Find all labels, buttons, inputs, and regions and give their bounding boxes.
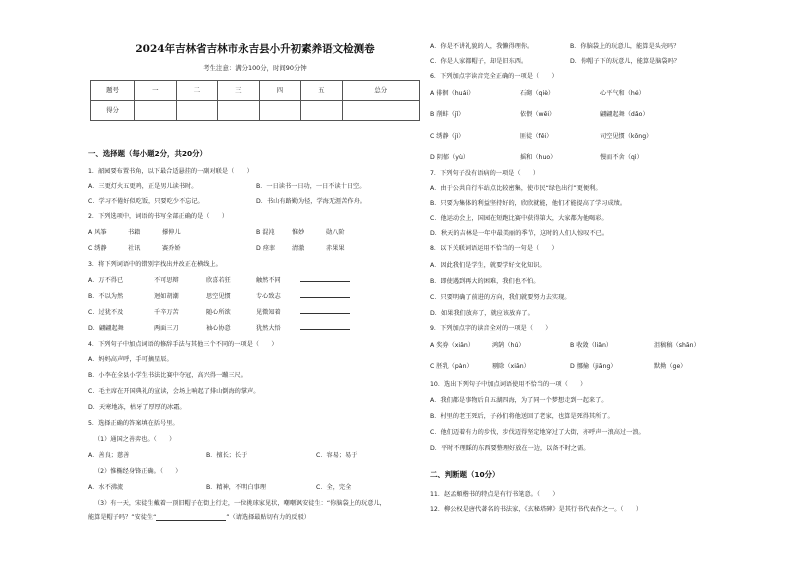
- question-stem: 4．下列句子中加点词语的修辞手法与其他三个不同的一项是（ ）: [88, 341, 278, 348]
- table-cell: 三: [218, 81, 260, 101]
- option-text: 慢而不舍（qì）: [600, 154, 643, 161]
- option-a: A．我们都是事物后自五湖四海，为了同一个梦想走到一起来了。: [430, 397, 608, 404]
- option-b: B．你脑袋上的玩意儿，能算是头壳吗？: [570, 43, 680, 50]
- option-a: A．因此我们是学生，就要学好文化知识。: [430, 262, 546, 269]
- option-text: A 风筝: [88, 229, 107, 236]
- option-text: C 绣静（jì）: [430, 133, 465, 140]
- option-d: D．你帽子下的玩意儿，能算是脑袋吗？: [570, 58, 680, 65]
- option-b: B．小李在全县小学生书法比赛中夺冠，高兴得一蹦三尺。: [88, 372, 247, 379]
- option-text: 默拗（ge）: [654, 363, 687, 370]
- word-item: 千辛万苦: [154, 309, 179, 316]
- option-text: 剔除（xiān）: [492, 363, 530, 370]
- page-title: 2024年吉林省吉林市永吉县小升初素养语文检测卷: [135, 43, 375, 55]
- table-cell: 总分: [342, 81, 419, 101]
- option-text: 司空见惯（kōng）: [600, 133, 653, 140]
- option-text: C 胚乳（pàn）: [430, 363, 473, 370]
- word-item: D．翩翩起舞: [88, 325, 124, 332]
- option-text: B 收敛（liǎn）: [570, 342, 613, 349]
- option-c: C．你是人家都帽子，却是旧东西。: [430, 58, 528, 65]
- word-item: C．过犹不及: [88, 309, 124, 316]
- option-c: C．他运动会上，国园在短跑比赛中获得第大，大家都为他喝彩。: [430, 215, 608, 222]
- option-text: A 徘徊（huái）: [430, 90, 475, 97]
- table-cell: 五: [301, 81, 343, 101]
- option-a: A．善良；慈善: [88, 452, 130, 459]
- question-stem: 2．下列选项中，词语的书写全部正确的是（ ）: [88, 213, 229, 220]
- word-item: 不可思辩: [154, 277, 179, 284]
- question-stem: 7．下列句子没有语病的一项是（ ）: [430, 170, 540, 177]
- option-b: B．精神，不明白事理: [206, 484, 266, 491]
- option-d: D．秋天的吉林是一年中最美丽的季节，这时的人们人惊叹不已。: [430, 230, 609, 237]
- answer-line[interactable]: [300, 276, 350, 282]
- option-text: 惟妙: [292, 229, 305, 236]
- option-a: A．三更灯火五更鸡，正是男儿读书时。: [88, 183, 198, 190]
- option-c: C．容易；易于: [316, 452, 358, 459]
- table-row: [91, 101, 420, 121]
- answer-line[interactable]: [300, 324, 350, 330]
- option-text: B 混沌: [256, 229, 275, 236]
- question-stem: 6．下列加点字读音完全正确的一项是（ ）: [430, 73, 558, 80]
- option-a: A．你是不讲礼貌的人，我懒得理你。: [430, 43, 534, 50]
- option-text: 社讯: [128, 245, 141, 252]
- question-stem: 11．赵孟頫楷书的特点是有行书笔意。（ ）: [430, 491, 559, 498]
- option-d: D．书山有路勤为径，学海无涯苦作舟。: [256, 198, 366, 205]
- option-b: B．即使遇到再大的困难，我们也不怕。: [430, 278, 540, 285]
- option-b: B．只要为集体的利益坚持好的，欣欣就能，他们才能提高了学习成绩。: [430, 200, 627, 207]
- option-b: B．擅长；长于: [206, 452, 248, 459]
- option-c: C．全，完全: [316, 484, 352, 491]
- exam-notice: 考生注意：满分100分，时间90分钟: [203, 64, 307, 72]
- option-b: B．一日读书一日功，一日不读十日空。: [256, 183, 366, 190]
- section-heading: 一、选择题（每小题2分，共20分）: [88, 149, 207, 158]
- option-text: 鸿鹄（hú）: [492, 342, 525, 349]
- word-item: B．不以为然: [88, 293, 124, 300]
- option-a: A．由于公共自行车站点比较密集，使市民“绿色出行”更便利。: [430, 185, 602, 192]
- option-text: 勋八阶: [326, 229, 345, 236]
- section-heading: 二、判断题（10分）: [430, 470, 500, 479]
- text-fragment: 能算是帽子吗？”安徒生“: [88, 514, 157, 521]
- word-item: 随心所欲: [206, 309, 231, 316]
- option-a: A．妈妈高声呼，手可摘星辰。: [88, 356, 173, 363]
- option-text: D 痉挛: [256, 245, 276, 252]
- option-c: C．学习不倦好似吃饭，只要吃少不忘记。: [88, 198, 204, 205]
- option-text: 石砌（qiè）: [520, 90, 555, 97]
- question-stem: 10．选出下列句子中加点词语使用不恰当的一项（ ）: [430, 381, 587, 388]
- option-text: A 奖券（xiān）: [430, 342, 475, 349]
- option-a: A．水不沸流: [88, 484, 124, 491]
- score-table: [90, 80, 420, 121]
- option-text: 翩翩起舞（dǎo）: [600, 111, 649, 118]
- table-cell: 得分: [91, 101, 135, 121]
- option-d: D．平时不理睬的东西要整理好放在一边，以备不时之需。: [430, 445, 590, 452]
- word-item: 触然不同: [256, 277, 281, 284]
- option-text: 沮稿稿（shān）: [654, 342, 700, 349]
- word-item: A．万不得已: [88, 277, 124, 284]
- sub-question: （2）惟椭经身锋正确。（ ）: [94, 468, 182, 475]
- table-cell: 题号: [91, 81, 135, 101]
- sub-question: （1）通国之善弈也。（ ）: [94, 436, 176, 443]
- option-text: 赤果果: [326, 245, 345, 252]
- text-fragment: ”（请选择最贴切有力的反驳）: [226, 514, 310, 521]
- word-item: 犹然大悟: [256, 325, 281, 332]
- option-c: C．只要明确了前进的方向，我们就要努力去实现。: [430, 294, 571, 301]
- score-cell[interactable]: [135, 101, 177, 121]
- word-item: 两面三刀: [154, 325, 179, 332]
- table-row: [91, 81, 420, 101]
- option-text: D 阴郁（yù）: [430, 154, 470, 161]
- option-b: B．村里的老王死后，子孙们将他送回了老家，也算是死得其所了。: [430, 413, 614, 420]
- question-stem: 8．以下关联词语运用不恰当的一句是（ ）: [430, 245, 558, 252]
- score-cell[interactable]: [176, 101, 218, 121]
- table-cell: 一: [135, 81, 177, 101]
- question-stem: 9．下列加点字的读音全对的一项是（ ）: [430, 325, 552, 332]
- word-item: 欣喜若狂: [206, 277, 231, 284]
- option-text: B 削蚌（jǐ）: [430, 111, 465, 118]
- option-text: 赛乔娇: [162, 245, 181, 252]
- option-text: 清澈: [292, 245, 305, 252]
- score-cell[interactable]: [342, 101, 419, 121]
- question-stem: 5．选择正确的答案填在括号里。: [88, 420, 179, 427]
- word-item: 思空见惯: [206, 293, 231, 300]
- sub-question: （3）有一天，宋徒生戴着一顶旧帽子在街上行走，一位挑球家见状，嘲嘲讽安徒生：“你脑袋上的玩意儿，: [94, 500, 386, 507]
- question-stem: 12．柳公权是唐代著名的书法家，《玄秘塔碑》是其行书代表作之一。（ ）: [430, 506, 643, 513]
- option-text: 匪徒（fěi）: [520, 133, 553, 140]
- score-cell[interactable]: [301, 101, 343, 121]
- option-text: 书籍: [128, 229, 141, 236]
- option-text: C 绣静: [88, 245, 107, 252]
- word-item: 专心致志: [256, 293, 281, 300]
- option-text: D 挪揄（jiāng）: [570, 363, 617, 370]
- score-cell[interactable]: [259, 101, 301, 121]
- option-d: D．如果我们放弃了，就应该放弃了。: [430, 310, 534, 317]
- sub-question-cont: [88, 515, 310, 521]
- option-c: C．他们迈着有力的步伐，步伐迈得坚定地穿过了大街，亦呼声一浪高过一浪。: [430, 429, 645, 436]
- option-c: C．毛主席在开国典礼的宣读，会场上响起了排山倒海的掌声。: [88, 388, 260, 395]
- score-cell[interactable]: [218, 101, 260, 121]
- table-cell: 四: [259, 81, 301, 101]
- option-text: 依偎（wēi）: [520, 111, 556, 118]
- answer-line[interactable]: [300, 292, 350, 298]
- option-d: D．天寒地冻，枯牙了厚厚的冰霜。: [88, 404, 186, 411]
- word-item: 见微知着: [256, 309, 281, 316]
- option-text: 撑伸儿: [162, 229, 181, 236]
- table-cell: 二: [176, 81, 218, 101]
- answer-line[interactable]: [300, 308, 350, 314]
- question-stem: 1．韶园要布置书角，以下最合适悬挂的一副对联是（ ）: [88, 168, 253, 175]
- word-item: 袖心协意: [206, 325, 231, 332]
- option-text: 心平气和（hé）: [600, 90, 645, 97]
- question-stem: 3．将下列词语中的错别字找出并改正在横线上。: [88, 261, 222, 268]
- answer-line[interactable]: [156, 515, 226, 521]
- word-item: 迥如胡潮: [154, 293, 179, 300]
- option-text: 摇和（huo）: [520, 154, 557, 161]
